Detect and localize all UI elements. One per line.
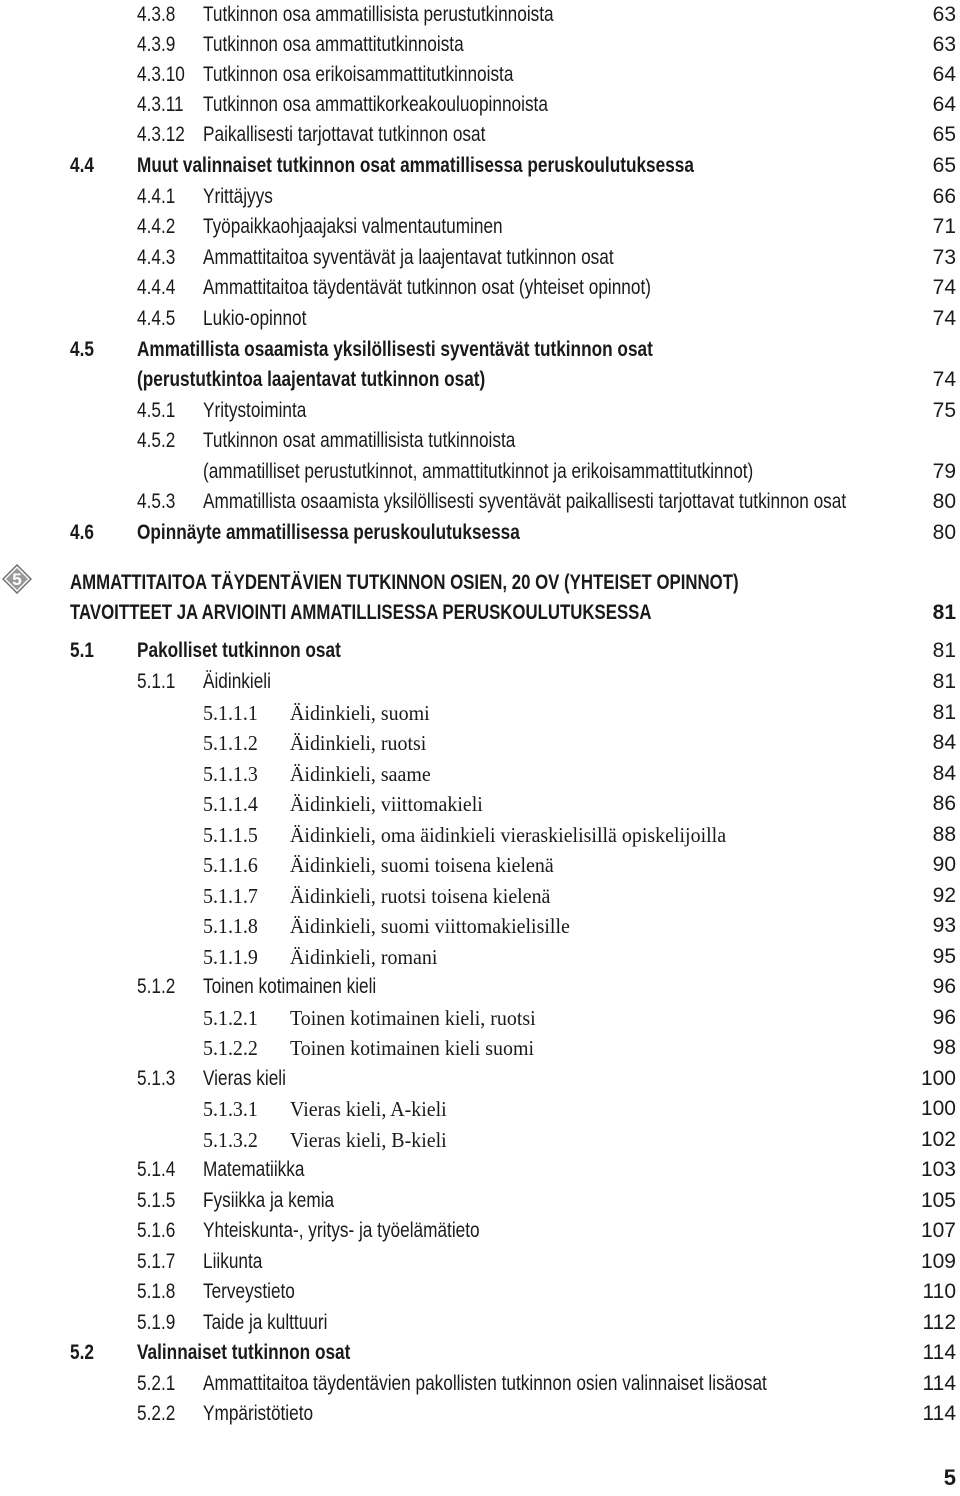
toc-number: 4.6 [70,521,94,544]
toc-entry-4-4-2[interactable] [0,212,960,242]
toc-page: 80 [932,490,956,513]
toc-title: Tutkinnon osa ammattikorkeakouluopinnoista [203,93,548,116]
toc-number: 5.1.7 [137,1250,176,1273]
toc-page: 114 [922,1372,956,1395]
toc-entry-4-5-2-continued[interactable] [0,457,960,487]
toc-title: Tutkinnon osa ammattitutkinnoista [203,33,464,56]
toc-entry-4-3-8[interactable] [0,0,960,30]
toc-entry-5-1-3[interactable] [0,1064,960,1094]
toc-title: Äidinkieli, ruotsi [290,731,427,755]
toc-entry-4-6[interactable] [0,518,960,548]
toc-page: 102 [920,1128,956,1151]
toc-title: Pakolliset tutkinnon osat [137,639,341,662]
toc-entry-4-5-1[interactable] [0,396,960,426]
toc-page: 98 [932,1036,956,1059]
toc-number: 5.1.2.2 [203,1036,258,1060]
toc-entry-5-1-9[interactable] [0,1308,960,1338]
toc-number: 5.1.1.2 [203,731,258,755]
toc-title: Tutkinnon osat ammatillisista tutkinnoista [203,429,516,452]
toc-entry-5-1-2[interactable] [0,972,960,1002]
toc-title: Työpaikkaohjaajaksi valmentautuminen [203,215,503,238]
toc-entry-4-3-10[interactable] [0,60,960,90]
toc-title: Äidinkieli, romani [290,945,438,969]
toc-page: 81 [932,670,956,693]
toc-entry-4-4-3[interactable] [0,243,960,273]
toc-entry-4-4-4[interactable] [0,273,960,303]
toc-title: Fysiikka ja kemia [203,1189,335,1212]
toc-title: Äidinkieli, suomi toisena kielenä [290,853,554,877]
toc-entry-5-1-4[interactable] [0,1155,960,1185]
toc-entry-4-4-1[interactable] [0,182,960,212]
toc-title: Äidinkieli, viittomakieli [290,792,483,816]
toc-number: 4.4.3 [137,246,176,269]
toc-page: 92 [932,884,956,907]
toc-title: Terveystieto [203,1280,295,1303]
toc-entry-5-1-3-1[interactable] [0,1094,960,1124]
toc-entry-4-5-2[interactable] [0,426,960,456]
toc-page: 114 [922,1402,956,1425]
toc-entry-5-1-1[interactable] [0,667,960,697]
toc-entry-5-1-2-2[interactable] [0,1033,960,1063]
chapter-badge-number: 5 [12,570,22,589]
toc-number: 4.5.2 [137,429,176,452]
toc-entry-4-5[interactable] [0,335,960,365]
toc-page: 63 [932,33,956,56]
toc-title: Tutkinnon osa ammatillisista perustutkinnoista [203,3,554,26]
toc-number: 4.3.9 [137,33,176,56]
toc-page: 80 [932,521,956,544]
toc-number: 5.2.2 [137,1402,176,1425]
toc-number: 5.2.1 [137,1372,176,1395]
toc-number: 4.4 [70,154,94,177]
toc-number: 4.4.5 [137,307,176,330]
toc-page: 86 [932,792,956,815]
toc-entry-5-1-3-2[interactable] [0,1125,960,1155]
toc-number: 5.1.1.7 [203,884,258,908]
toc-number: 5.1.1.5 [203,823,258,847]
toc-title: Valinnaiset tutkinnon osat [137,1341,351,1364]
toc-entry-5-1-8[interactable] [0,1277,960,1307]
toc-title: Vieras kieli, A-kieli [290,1097,447,1121]
toc-page: 88 [932,823,956,846]
toc-page: 103 [920,1158,956,1181]
toc-page: 74 [932,307,956,330]
toc-title: Äidinkieli, saame [290,762,431,786]
toc-title: Tutkinnon osa erikoisammattitutkinnoista [203,63,514,86]
toc-title: Ammattitaitoa täydentävien pakollisten tutkinnon osien valinnaiset lisäosat [203,1372,767,1395]
toc-page: 65 [932,123,956,146]
toc-page: 81 [932,701,956,724]
toc-number: 5.1.8 [137,1280,176,1303]
toc-page: 65 [932,154,956,177]
toc-title-line2: (ammatilliset perustutkinnot, ammattitutkinnot ja erikoisammattitutkinnot) [203,460,754,483]
toc-title: Yritystoiminta [203,399,307,422]
toc-page: 84 [932,762,956,785]
toc-title-line2: (perustutkintoa laajentavat tutkinnon osat) [137,368,486,391]
toc-number: 4.3.10 [137,63,185,86]
toc-page: 66 [932,185,956,208]
toc-page: 100 [920,1097,956,1120]
toc-page: 81 [932,639,956,662]
toc-number: 5.1.1.1 [203,701,258,725]
toc-title: Toinen kotimainen kieli, ruotsi [290,1006,536,1030]
toc-page: 74 [932,276,956,299]
toc-title: Ammatillista osaamista yksilöllisesti syventävät tutkinnon osat [137,338,653,361]
toc-title: Äidinkieli [203,670,271,693]
chapter-marker-icon [2,564,32,594]
toc-entry-5-1-1-5[interactable] [0,820,960,850]
toc-title: Paikallisesti tarjottavat tutkinnon osat [203,123,486,146]
toc-entry-4-3-9[interactable] [0,30,960,60]
toc-title: Muut valinnaiset tutkinnon osat ammatillisessa peruskoulutuksessa [137,154,694,177]
toc-entry-5-1-1-7[interactable] [0,881,960,911]
toc-entry-5-1-1-9[interactable] [0,942,960,972]
toc-number: 4.5.1 [137,399,176,422]
toc-title: Äidinkieli, suomi viittomakielisille [290,914,570,938]
toc-page: 105 [920,1189,956,1212]
toc-page: 112 [922,1311,956,1334]
toc-number: 5.1.2.1 [203,1006,258,1030]
toc-entry-4-3-12[interactable] [0,120,960,150]
toc-entry-5-2-2[interactable] [0,1399,960,1429]
toc-entry-5-1-1-4[interactable] [0,789,960,819]
toc-entry-5-1-6[interactable] [0,1216,960,1246]
toc-title: Ympäristötieto [203,1402,314,1425]
chapter-5-badge [2,564,32,594]
toc-number: 5.1 [70,639,94,662]
toc-page: 79 [932,460,956,483]
toc-entry-4-4-5[interactable] [0,304,960,334]
toc-entry-5-1-5[interactable] [0,1186,960,1216]
toc-page: 100 [920,1067,956,1090]
toc-number: 5.1.1.3 [203,762,258,786]
toc-number: 5.1.1.9 [203,945,258,969]
toc-entry-5-1-1-2[interactable] [0,728,960,758]
toc-entry-5-2-1[interactable] [0,1369,960,1399]
toc-page: 114 [922,1341,956,1364]
toc-number: 5.1.5 [137,1189,176,1212]
toc-number: 5.1.1.8 [203,914,258,938]
toc-title: Toinen kotimainen kieli [203,975,377,998]
toc-number: 4.5.3 [137,490,176,513]
toc-entry-5-1-1-3[interactable] [0,759,960,789]
toc-number: 5.1.9 [137,1311,176,1334]
toc-title: Lukio-opinnot [203,307,307,330]
chapter-title-line1: AMMATTITAITOA TÄYDENTÄVIEN TUTKINNON OSIEN, 20 OV (YHTEISET OPINNOT) [70,571,739,594]
toc-entry-5-1-1-1[interactable] [0,698,960,728]
toc-number: 5.1.1.6 [203,853,258,877]
toc-entry-5-1-1-6[interactable] [0,850,960,880]
toc-title: Vieras kieli [203,1067,286,1090]
toc-number: 4.4.2 [137,215,176,238]
toc-entry-4-5-3[interactable] [0,487,960,517]
toc-entry-5-2[interactable] [0,1338,960,1368]
toc-title: Ammatillista osaamista yksilöllisesti syventävät paikallisesti tarjottavat tutkinnon osat [203,490,847,513]
toc-title: Taide ja kulttuuri [203,1311,328,1334]
toc-number: 4.3.8 [137,3,176,26]
toc-title: Liikunta [203,1250,263,1273]
toc-number: 5.2 [70,1341,94,1364]
toc-number: 5.1.6 [137,1219,176,1242]
toc-page: 73 [932,246,956,269]
toc-number: 4.5 [70,338,94,361]
page-number: 5 [943,1465,956,1490]
toc-page: 74 [932,368,956,391]
toc-number: 5.1.3 [137,1067,176,1090]
toc-page: 75 [932,399,956,422]
toc-entry-4-5-continued[interactable] [0,365,960,395]
toc-title: Äidinkieli, ruotsi toisena kielenä [290,884,551,908]
toc-page: 109 [920,1250,956,1273]
chapter-title-line2: TAVOITTEET JA ARVIOINTI AMMATILLISESSA PERUSKOULUTUKSESSA [70,601,652,624]
toc-title: Yhteiskunta-, yritys- ja työelämätieto [203,1219,480,1242]
toc-title: Matematiikka [203,1158,305,1181]
toc-entry-5-1[interactable] [0,636,960,666]
toc-page: 96 [932,1006,956,1029]
toc-title: Vieras kieli, B-kieli [290,1128,447,1152]
toc-title: Opinnäyte ammatillisessa peruskoulutuksessa [137,521,520,544]
toc-number: 4.4.1 [137,185,176,208]
toc-entry-4-3-11[interactable] [0,90,960,120]
toc-page: 71 [932,215,956,238]
toc-page: 95 [932,945,956,968]
toc-page: 64 [932,93,956,116]
toc-entry-4-4[interactable] [0,151,960,181]
toc-page: 63 [932,3,956,26]
toc-page: 110 [922,1280,956,1303]
toc-number: 4.4.4 [137,276,176,299]
toc-page: 93 [932,914,956,937]
toc-page: 96 [932,975,956,998]
toc-page: 64 [932,63,956,86]
toc-title: Ammattitaitoa syventävät ja laajentavat tutkinnon osat [203,246,614,269]
toc-number: 5.1.2 [137,975,176,998]
toc-title: Yrittäjyys [203,185,273,208]
toc-title: Äidinkieli, suomi [290,701,430,725]
toc-number: 5.1.1.4 [203,792,258,816]
toc-page: 81 [932,601,956,624]
toc-page: 90 [932,853,956,876]
toc-entry-5-1-2-1[interactable] [0,1003,960,1033]
toc-page: 107 [920,1219,956,1242]
toc-number: 5.1.3.1 [203,1097,258,1121]
toc-title: Äidinkieli, oma äidinkieli vieraskielisillä opiskelijoilla [290,823,727,847]
toc-number: 5.1.4 [137,1158,176,1181]
toc-number: 4.3.11 [137,93,184,116]
toc-page: 84 [932,731,956,754]
toc-number: 4.3.12 [137,123,185,146]
toc-title: Ammattitaitoa täydentävät tutkinnon osat (yhteiset opinnot) [203,276,651,299]
toc-entry-5-1-1-8[interactable] [0,911,960,941]
toc-entry-5-1-7[interactable] [0,1247,960,1277]
toc-number: 5.1.3.2 [203,1128,258,1152]
toc-title: Toinen kotimainen kieli suomi [290,1036,535,1060]
toc-chapter-5[interactable] [70,568,950,628]
toc-number: 5.1.1 [137,670,176,693]
